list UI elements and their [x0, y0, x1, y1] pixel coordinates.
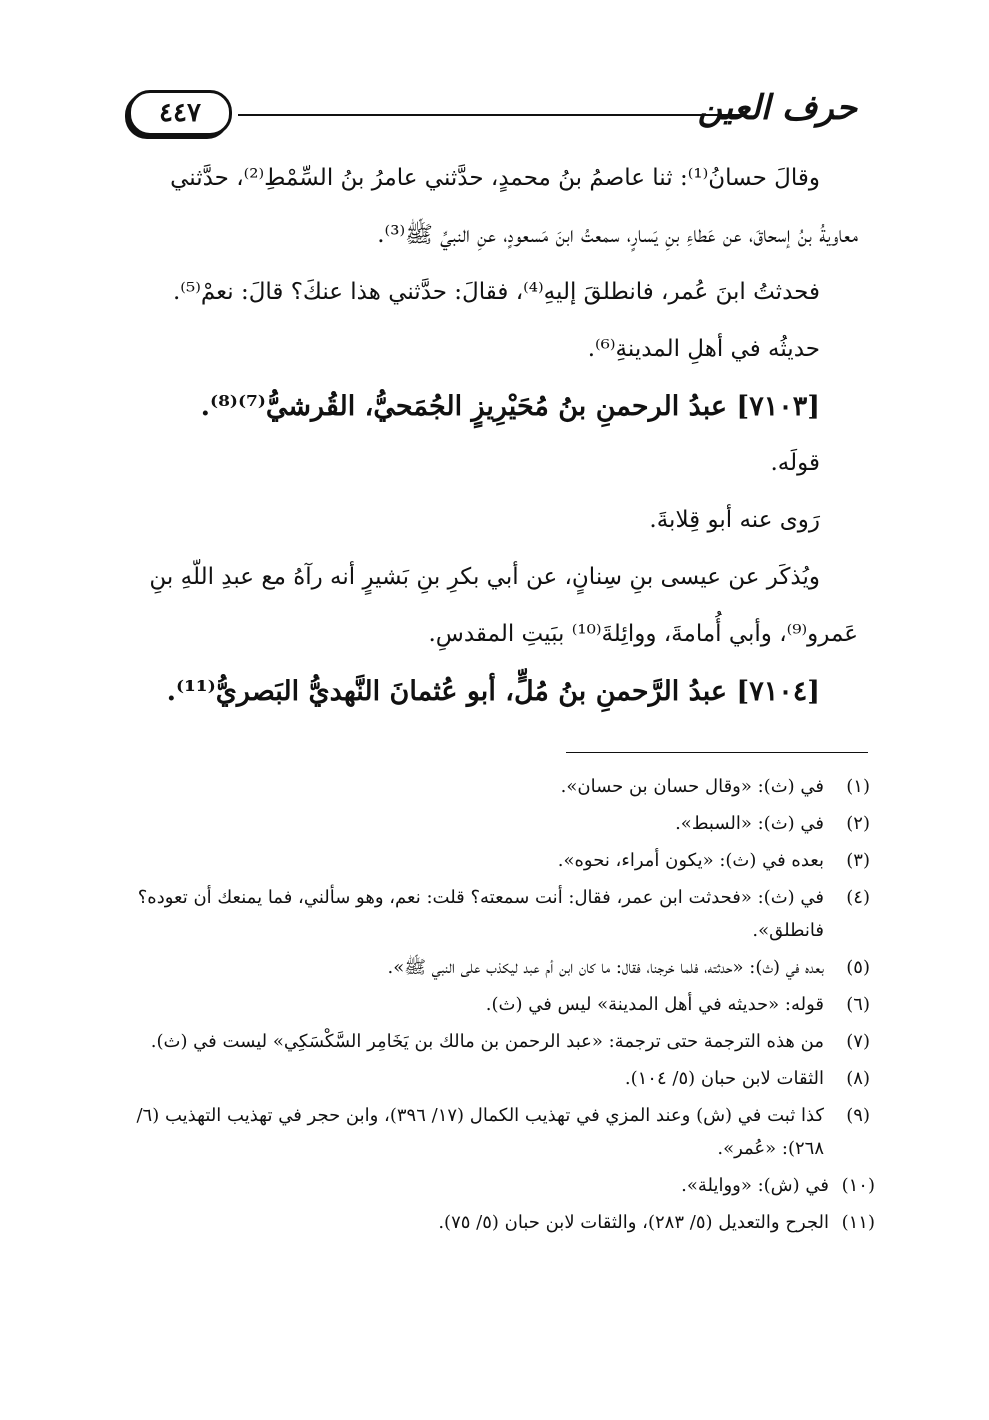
footnote-number: (٥)	[846, 957, 870, 978]
body-line: رَوى عنه أبو قِلابةَ.	[649, 507, 820, 533]
footnote	[128, 1062, 870, 1095]
footnote-number: (٢)	[846, 813, 870, 834]
footnote	[128, 951, 870, 984]
footnote	[128, 1206, 875, 1239]
entry-heading-7104: [٧١٠٤] عبدُ الرَّحمنِ بنُ مُلٍّ، أبو عُثمانَ النَّهديُّ البَصريُّ⁽¹¹⁾.	[166, 676, 820, 707]
entry-heading-7103: [٧١٠٣] عبدُ الرحمنِ بنُ مُحَيْرِيزٍ الجُمَحيُّ، القُرشيُّ⁽⁷⁾⁽⁸⁾.	[200, 391, 820, 422]
footnote-number: (٧)	[846, 1031, 870, 1052]
body-line: معاويةُ بنُ إسحاقَ، عن عَطاءِ بنِ يَسارٍ، سمعتُ ابنَ مَسعودٍ، عنِ النبيِّ ﷺ⁽³⁾.	[377, 222, 858, 248]
body-line: فحدثتُ ابنَ عُمر، فانطلقَ إليهِ⁽⁴⁾، فقالَ: حدَّثني هذا عنكَ؟ قالَ: نعمْ⁽⁵⁾.	[172, 279, 820, 305]
footnote-text: من هذه الترجمة حتى ترجمة: «عبد الرحمن بن مالك بن يَخَامِر السَّكْسَكِي» ليست في (ث).	[150, 1031, 824, 1052]
footnote-number: (٩)	[846, 1105, 870, 1126]
body-line: عَمرو⁽⁹⁾، وأبي أُمامةَ، ووائِلةَ⁽¹⁰⁾ ببَيتِ المقدسِ.	[428, 621, 858, 647]
footnote-number: (٨)	[846, 1068, 870, 1089]
footnote-number: (١١)	[841, 1212, 875, 1233]
body-line: قولَه.	[770, 450, 820, 476]
footnote	[128, 1099, 870, 1165]
page-header	[120, 88, 857, 138]
footnote-text: في (ش): «ووايلة».	[681, 1175, 829, 1196]
main-text	[128, 150, 858, 720]
footnote-text: في (ث): «وقال حسان بن حسان».	[560, 776, 824, 797]
footnote-number: (٣)	[846, 850, 870, 871]
footnote	[128, 770, 870, 803]
header-rule	[238, 114, 742, 116]
footnotes	[128, 770, 875, 1243]
footnote-number: (٤)	[846, 887, 870, 908]
footnote	[128, 844, 870, 877]
footnote-number: (١)	[846, 776, 870, 797]
footnote	[128, 988, 870, 1021]
footnote-text: كذا ثبت في (ش) وعند المزي في تهذيب الكمال (١٧/ ٣٩٦)، وابن حجر في تهذيب التهذيب (٦/ ٢٦٨): «عُمر».	[136, 1105, 824, 1159]
body-line: حديثُه في أهلِ المدينةِ⁽⁶⁾.	[587, 336, 820, 362]
footnote	[128, 881, 870, 947]
footnote-separator	[566, 752, 868, 753]
footnote-text: في (ث): «فحدثت ابن عمر، فقال: أنت سمعته؟ قلت: نعم، وهو سألني، فما يمنعك أن تعوده؟ فانطلق».	[137, 887, 824, 941]
footnote	[128, 807, 870, 840]
footnote-text: بعده في (ث): «يكون أمراء، نحوه».	[557, 850, 824, 871]
body-line: ويُذكَر عن عيسى بنِ سِنانٍ، عن أبي بكرِ بنِ بَشيرٍ أنه رآهُ مع عبدِ اللّهِ بنِ	[149, 564, 820, 590]
footnote-number: (١٠)	[841, 1175, 875, 1196]
footnote-number: (٦)	[846, 994, 870, 1015]
footnote-text: في (ث): «السبط».	[675, 813, 824, 834]
footnote-text: الثقات لابن حبان (٥/ ١٠٤).	[624, 1068, 824, 1089]
footnote-text: بعده في (ث): «حدثته، فلما خرجنا، فقال: ما كان ابن أم عبد ليكذب على النبي ﷺ».	[387, 957, 824, 978]
footnote	[128, 1169, 875, 1202]
body-line: وقالَ حسانُ⁽¹⁾: ثنا عاصمُ بنُ محمدٍ، حدَّثني عامرُ بنُ السِّمْطِ⁽²⁾، حدَّثني	[170, 165, 820, 191]
page-number-badge: ٤٤٧	[128, 90, 232, 136]
footnote-text: قوله: «حديثه في أهل المدينة» ليس في (ث).	[485, 994, 824, 1015]
chapter-title: حرف العين	[697, 88, 857, 128]
footnote-text: الجرح والتعديل (٥/ ٢٨٣)، والثقات لابن حبان (٥/ ٧٥).	[438, 1212, 829, 1233]
footnote	[128, 1025, 870, 1058]
